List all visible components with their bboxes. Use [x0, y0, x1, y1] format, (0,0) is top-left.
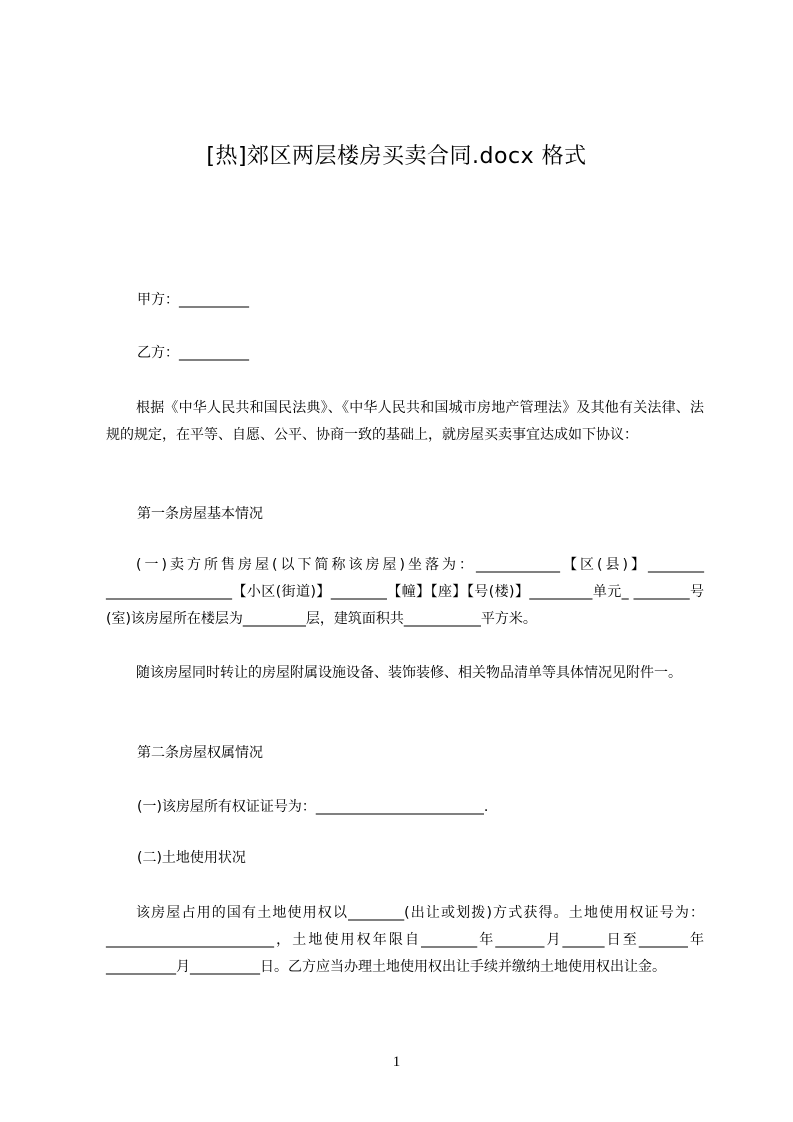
article-2-clause-2: (二)土地使用状况	[137, 850, 246, 866]
party-a-line: 甲方：__________	[137, 292, 249, 308]
party-b-line: 乙方：__________	[137, 345, 249, 361]
article-2-clause-3: 该房屋占用的国有土地使用权以________(出让或划拨)方式获得。土地使用权证号为：________________________，土地使用权年限自________年_______月______日至_______年__________月__________日。乙方应当办理土地使用权出让手续并缴纳土地使用权出让金。	[106, 905, 704, 975]
article-1-heading: 第一条房屋基本情况	[137, 506, 263, 522]
page-number: 1	[392, 1054, 401, 1070]
document-title: [热]郊区两层楼房买卖合同.docx 格式	[206, 144, 587, 169]
article-2-clause-1: (一)该房屋所有权证证号为：________________________.	[137, 799, 489, 815]
article-1-clause-1: (一)卖方所售房屋(以下简称该房屋)坐落为：____________【区(县)】________ __________________【小区(街道)】________【幢】【座】【号(楼)】_________单元_ ________号(室)该房屋所在楼层为_________层，建筑面积共___________平方米。	[106, 557, 704, 627]
article-2-heading: 第二条房屋权属情况	[137, 745, 263, 761]
preamble-paragraph: 根据《中华人民共和国民法典》、《中华人民共和国城市房地产管理法》及其他有关法律、法规的规定，在平等、自愿、公平、协商一致的基础上，就房屋买卖事宜达成如下协议：	[106, 400, 704, 443]
article-1-clause-2: 随该房屋同时转让的房屋附属设施设备、装饰装修、相关物品清单等具体情况见附件一。	[136, 665, 682, 681]
